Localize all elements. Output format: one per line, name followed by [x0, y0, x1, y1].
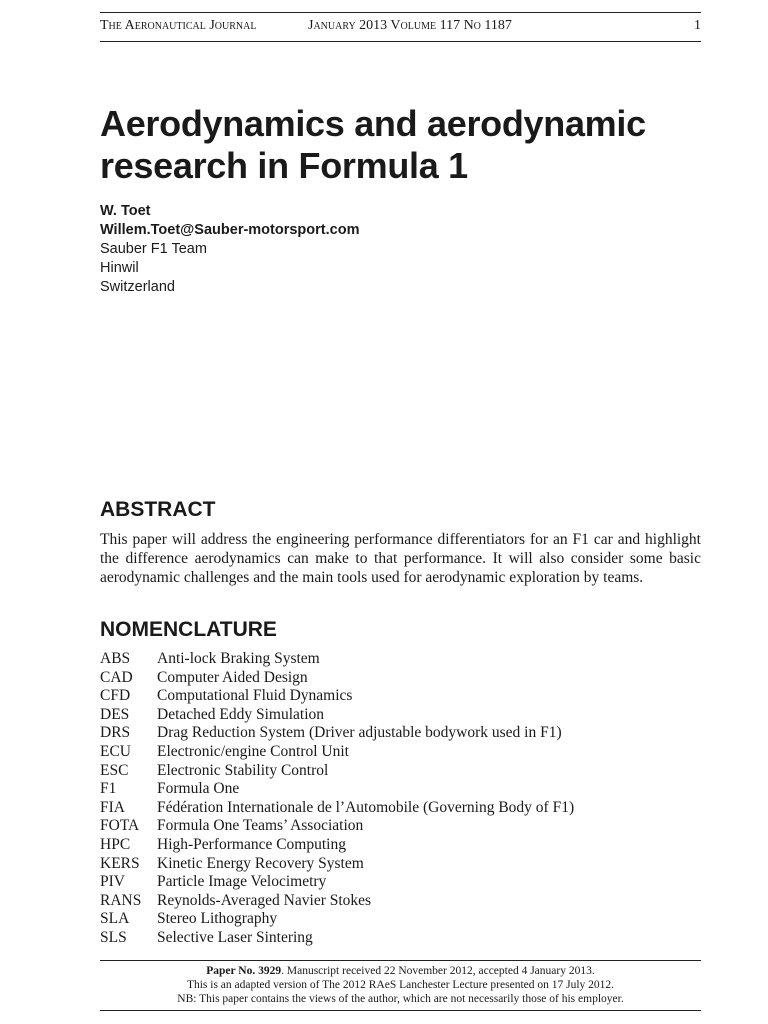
nomenclature-def: Detached Eddy Simulation [157, 705, 325, 723]
nomenclature-abbr: RANS [100, 891, 142, 909]
footer-disclaimer: NB: This paper contains the views of the author, which are not necessarily those of his employer. [177, 993, 624, 1005]
footer-adapted-note: This is an adapted version of The 2012 RAeS Lanchester Lecture presented on 17 July 2012. [186, 979, 615, 991]
page-number: 1 [694, 18, 701, 33]
nomenclature-row [100, 762, 701, 781]
manuscript-dates: . Manuscript received 22 November 2012, accepted 4 January 2013. [281, 965, 595, 977]
nomenclature-row [100, 706, 701, 725]
nomenclature-row [100, 817, 701, 836]
paper-footer [100, 960, 701, 1011]
nomenclature-abbr: DRS [100, 724, 131, 742]
nomenclature-row [100, 873, 701, 892]
nomenclature-abbr: FOTA [100, 817, 140, 835]
nomenclature-list [100, 650, 701, 948]
nomenclature-def: Electronic Stability Control [157, 761, 329, 779]
nomenclature-row [100, 929, 701, 948]
nomenclature-row [100, 724, 701, 743]
nomenclature-heading: NOMENCLATURE [100, 618, 277, 641]
paper-number: Paper No. 3929 [206, 965, 282, 977]
nomenclature-def: Fédération Internationale de l’Automobile (Governing Body of F1) [157, 798, 575, 816]
author-affiliation: Sauber F1 Team [100, 241, 207, 257]
nomenclature-row [100, 855, 701, 874]
nomenclature-def: Formula One [157, 780, 240, 798]
nomenclature-row [100, 910, 701, 929]
nomenclature-def: Formula One Teams’ Association [157, 817, 364, 835]
nomenclature-def: Selective Laser Sintering [157, 928, 313, 946]
issue-info: January 2013 Volume 117 No 1187 [308, 18, 512, 33]
nomenclature-row [100, 892, 701, 911]
nomenclature-def: Kinetic Energy Recovery System [157, 854, 364, 872]
nomenclature-row [100, 669, 701, 688]
nomenclature-def: Stereo Lithography [157, 910, 278, 928]
nomenclature-def: Anti-lock Braking System [157, 650, 320, 667]
nomenclature-abbr: F1 [100, 780, 117, 798]
nomenclature-def: Drag Reduction System (Driver adjustable bodywork used in F1) [157, 724, 562, 742]
nomenclature-abbr: PIV [100, 873, 125, 891]
paper-title: Aerodynamics and aerodynamic research in Formula 1 [100, 103, 646, 186]
nomenclature-def: Computer Aided Design [157, 668, 308, 686]
author-email[interactable]: Willem.Toet@Sauber-motorsport.com [100, 222, 360, 238]
nomenclature-row [100, 836, 701, 855]
nomenclature-def: High-Performance Computing [157, 835, 346, 853]
nomenclature-abbr: CFD [100, 687, 131, 705]
nomenclature-row [100, 780, 701, 799]
nomenclature-abbr: ESC [100, 761, 129, 779]
nomenclature-def: Particle Image Velocimetry [157, 873, 327, 891]
abstract-heading: ABSTRACT [100, 498, 216, 521]
author-city: Hinwil [100, 260, 139, 276]
author-country: Switzerland [100, 279, 175, 295]
nomenclature-def: Reynolds-Averaged Navier Stokes [157, 891, 372, 909]
nomenclature-def: Computational Fluid Dynamics [157, 687, 353, 705]
nomenclature-row [100, 743, 701, 762]
journal-header [100, 12, 701, 42]
nomenclature-abbr: DES [100, 705, 130, 723]
nomenclature-abbr: ABS [100, 650, 131, 667]
journal-name: The Aeronautical Journal [100, 18, 257, 33]
footer-manuscript-line [100, 964, 701, 978]
nomenclature-abbr: KERS [100, 854, 140, 872]
nomenclature-abbr: SLA [100, 910, 130, 928]
nomenclature-row [100, 650, 701, 669]
author-name: W. Toet [100, 203, 151, 219]
nomenclature-row [100, 799, 701, 818]
abstract-text: This paper will address the engineering performance differentiators for an F1 car and highlight the difference aerodynamics can make to that performance. It will also consider some basic aerodynamic challenges and the main tools used for aerodynamic exploration by teams. [100, 531, 701, 586]
nomenclature-abbr: HPC [100, 835, 131, 853]
nomenclature-abbr: SLS [100, 928, 127, 946]
nomenclature-def: Electronic/engine Control Unit [157, 742, 349, 760]
nomenclature-abbr: CAD [100, 668, 133, 686]
nomenclature-abbr: FIA [100, 798, 125, 816]
nomenclature-row [100, 687, 701, 706]
nomenclature-abbr: ECU [100, 742, 131, 760]
author-block [100, 202, 359, 297]
